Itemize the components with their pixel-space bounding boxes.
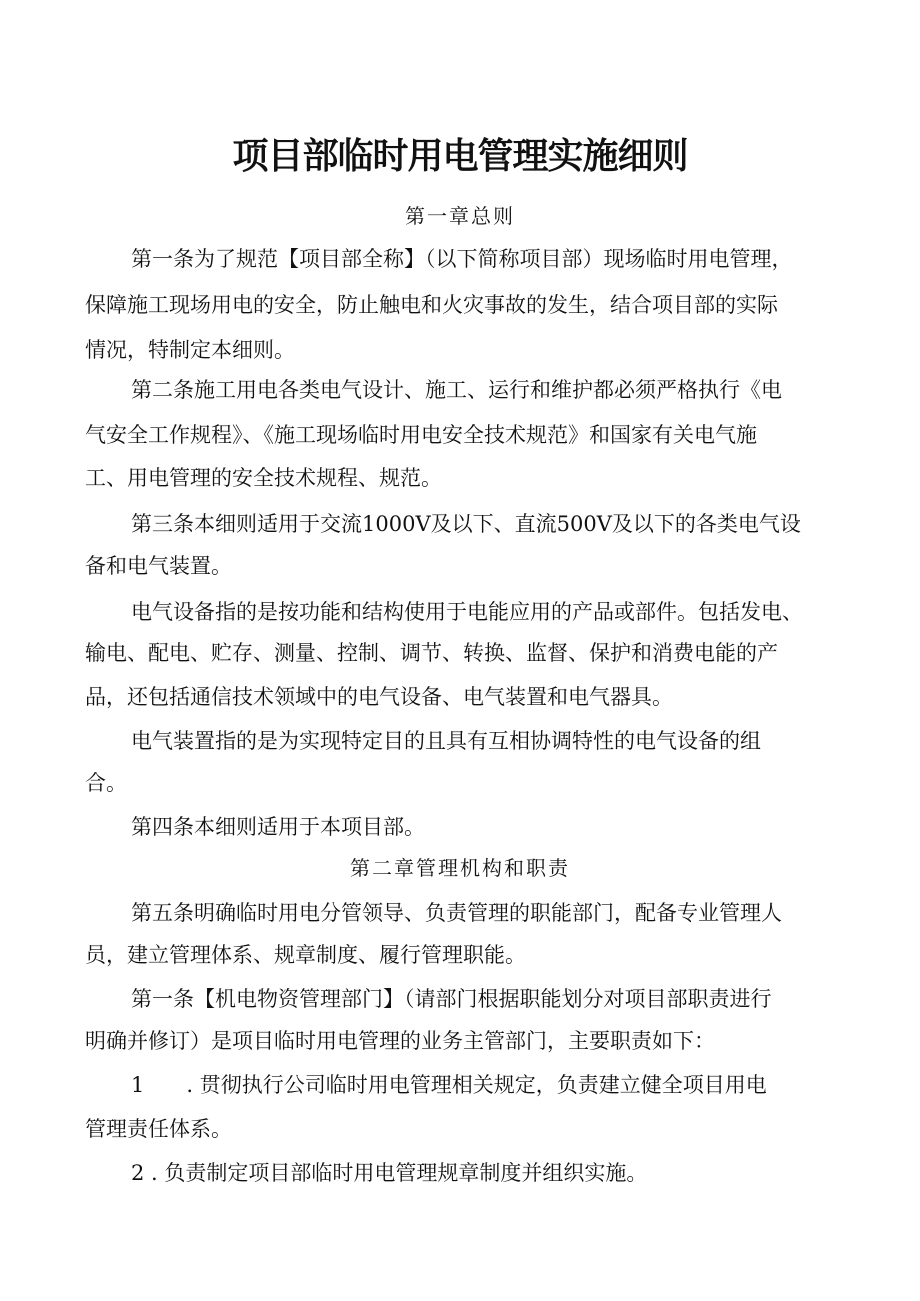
chapter-2-heading: 第二章管理机构和职责 (350, 856, 570, 880)
paragraph-line: 气安全工作规程》、《施工现场临时用电安全技术规范》和国家有关电气施 (85, 423, 757, 447)
paragraph-line: 输电、配电、贮存、测量、控制、调节、转换、监督、保护和消费电能的产 (85, 641, 778, 665)
paragraph-line: 第四条本细则适用于本项目部。 (131, 815, 425, 839)
paragraph-line: 第一条【机电物资管理部门】（请部门根据职能划分对项目部职责进行 (131, 987, 772, 1011)
paragraph-line: 备和电气装置。 (85, 554, 232, 578)
paragraph-line: 2 . 负责制定项目部临时用电管理规章制度并组织实施。 (131, 1161, 648, 1185)
paragraph-line: 第一条为了规范【项目部全称】（以下简称项目部）现场临时用电管理， (131, 247, 793, 271)
paragraph-line: 品，还包括通信技术领域中的电气设备、电气装置和电气器具。 (85, 685, 673, 709)
chapter-1-heading: 第一章总则 (405, 204, 515, 228)
paragraph-line: 1 . 贯彻执行公司临时用电管理相关规定，负责建立健全项目用电 (131, 1073, 767, 1097)
paragraph-line: 第五条明确临时用电分管领导、负责管理的职能部门，配备专业管理人 (131, 901, 782, 925)
document-title: 项目部临时用电管理实施细则 (232, 136, 688, 177)
paragraph-line: 明确并修订）是项目临时用电管理的业务主管部门，主要职责如下： (85, 1029, 715, 1053)
paragraph-line: 保障施工现场用电的安全，防止触电和火灾事故的发生，结合项目部的实际 (85, 293, 778, 317)
paragraph-line: 合。 (85, 771, 127, 795)
paragraph-line: 员，建立管理体系、规章制度、履行管理职能。 (85, 943, 526, 967)
paragraph-line: 工、用电管理的安全技术规程、规范。 (85, 466, 442, 490)
paragraph-line: 管理责任体系。 (85, 1117, 232, 1141)
paragraph-line: 电气设备指的是按功能和结构使用于电能应用的产品或部件。包括发电、 (131, 600, 803, 624)
paragraph-line: 情况，特制定本细则。 (85, 338, 295, 362)
paragraph-line: 第二条施工用电各类电气设计、施工、运行和维护都必须严格执行《电 (131, 378, 782, 402)
paragraph-line: 电气装置指的是为实现特定目的且具有互相协调特性的电气设备的组 (131, 729, 761, 753)
paragraph-line: 第三条本细则适用于交流1000V及以下、直流500V及以下的各类电气设 (131, 512, 801, 536)
